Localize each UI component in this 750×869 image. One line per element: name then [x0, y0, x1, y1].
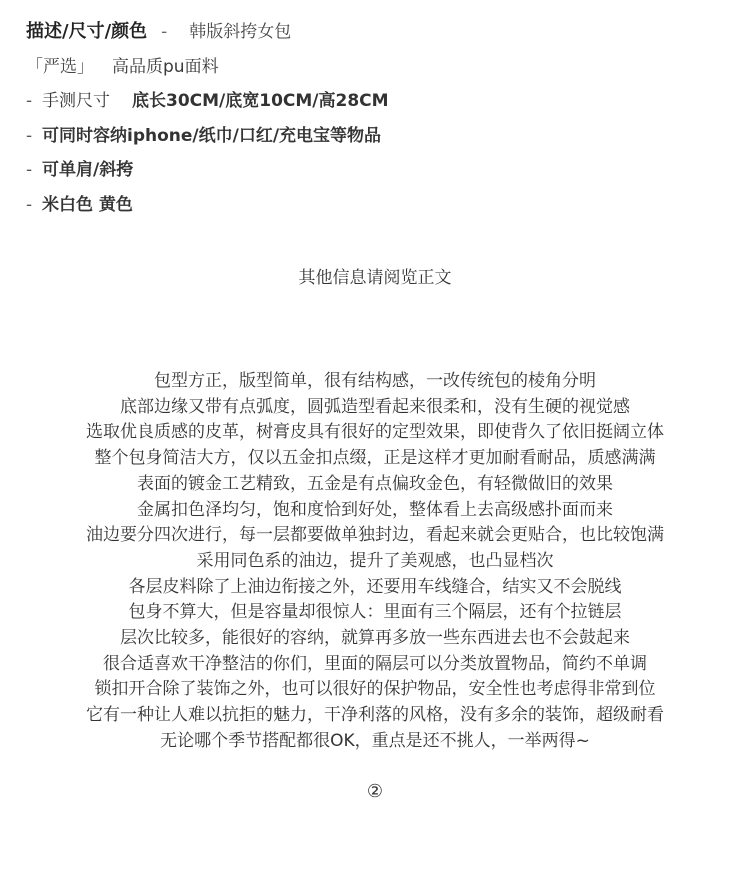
- spec-colors-row: [26, 191, 726, 226]
- material-value: 高品质pu面料: [112, 56, 219, 77]
- description-line: 锁扣开合除了装饰之外，也可以很好的保护物品，安全性也考虑得非常到位: [94, 679, 656, 700]
- description-line: 层次比较多，能很好的容纳，就算再多放一些东西进去也不会鼓起来: [120, 628, 630, 649]
- row-dash: -: [26, 125, 33, 146]
- colors-value: 米白色 黄色: [42, 194, 133, 215]
- description-line: 无论哪个季节搭配都很OK，重点是还不挑人，一举两得~: [160, 730, 590, 751]
- description-line: 整个包身简洁大方，仅以五金扣点缀，正是这样才更加耐看耐品，质感满满: [94, 448, 656, 469]
- spec-title-row: [26, 18, 726, 53]
- description-line: 金属扣色泽均匀，饱和度恰到好处，整体看上去高级感扑面而来: [137, 499, 613, 520]
- spec-title-label: 描述/尺寸/颜色: [26, 21, 148, 42]
- product-spec-block: [26, 18, 726, 225]
- carry-value: 可单肩/斜挎: [42, 160, 134, 180]
- material-tag: 「严选」: [26, 56, 94, 77]
- description-line: 它有一种让人难以抗拒的魅力，干净利落的风格，没有多余的装饰，超级耐看: [86, 705, 664, 726]
- description-line: 很合适喜欢干净整洁的你们，里面的隔层可以分类放置物品，简约不单调: [103, 653, 647, 674]
- description-line: 各层皮料除了上油边衔接之外，还要用车线缝合，结实又不会脱线: [128, 576, 622, 597]
- description-line: 底部边缘又带有点弧度，圆弧造型看起来很柔和，没有生硬的视觉感: [120, 396, 630, 417]
- spec-carry-row: [26, 156, 726, 191]
- description-block: [0, 369, 750, 755]
- spec-title-separator: -: [161, 22, 168, 42]
- description-line: 表面的镀金工艺精致，五金是有点偏玫金色，有轻微做旧的效果: [137, 473, 613, 494]
- spec-measure-row: [26, 87, 726, 122]
- page-number-marker: ②: [366, 781, 384, 802]
- description-line: 油边要分四次进行，每一层都要做单独封边，看起来就会更贴合，也比较饱满: [86, 525, 664, 546]
- measure-label: 手测尺寸: [42, 91, 110, 111]
- row-dash: -: [26, 160, 33, 180]
- spec-capacity-row: [26, 122, 726, 157]
- center-note: 其他信息请阅览正文: [298, 268, 452, 288]
- row-dash: -: [26, 91, 33, 111]
- description-line: 包型方正，版型简单，很有结构感，一改传统包的棱角分明: [154, 371, 596, 391]
- measure-value: 底长30CM/底宽10CM/高28CM: [132, 91, 389, 111]
- description-line: 采用同色系的油边，提升了美观感，也凸显档次: [196, 550, 554, 571]
- row-dash: -: [26, 194, 33, 215]
- spec-title-value: 韩版斜挎女包: [189, 22, 292, 42]
- spec-material-row: [26, 53, 726, 88]
- description-line: 包身不算大，但是容量却很惊人：里面有三个隔层，还有个拉链层: [128, 602, 622, 623]
- description-line: 选取优良质感的皮革，树膏皮具有很好的定型效果，即使背久了依旧挺阔立体: [86, 422, 664, 443]
- capacity-value: 可同时容纳iphone/纸巾/口红/充电宝等物品: [42, 125, 382, 146]
